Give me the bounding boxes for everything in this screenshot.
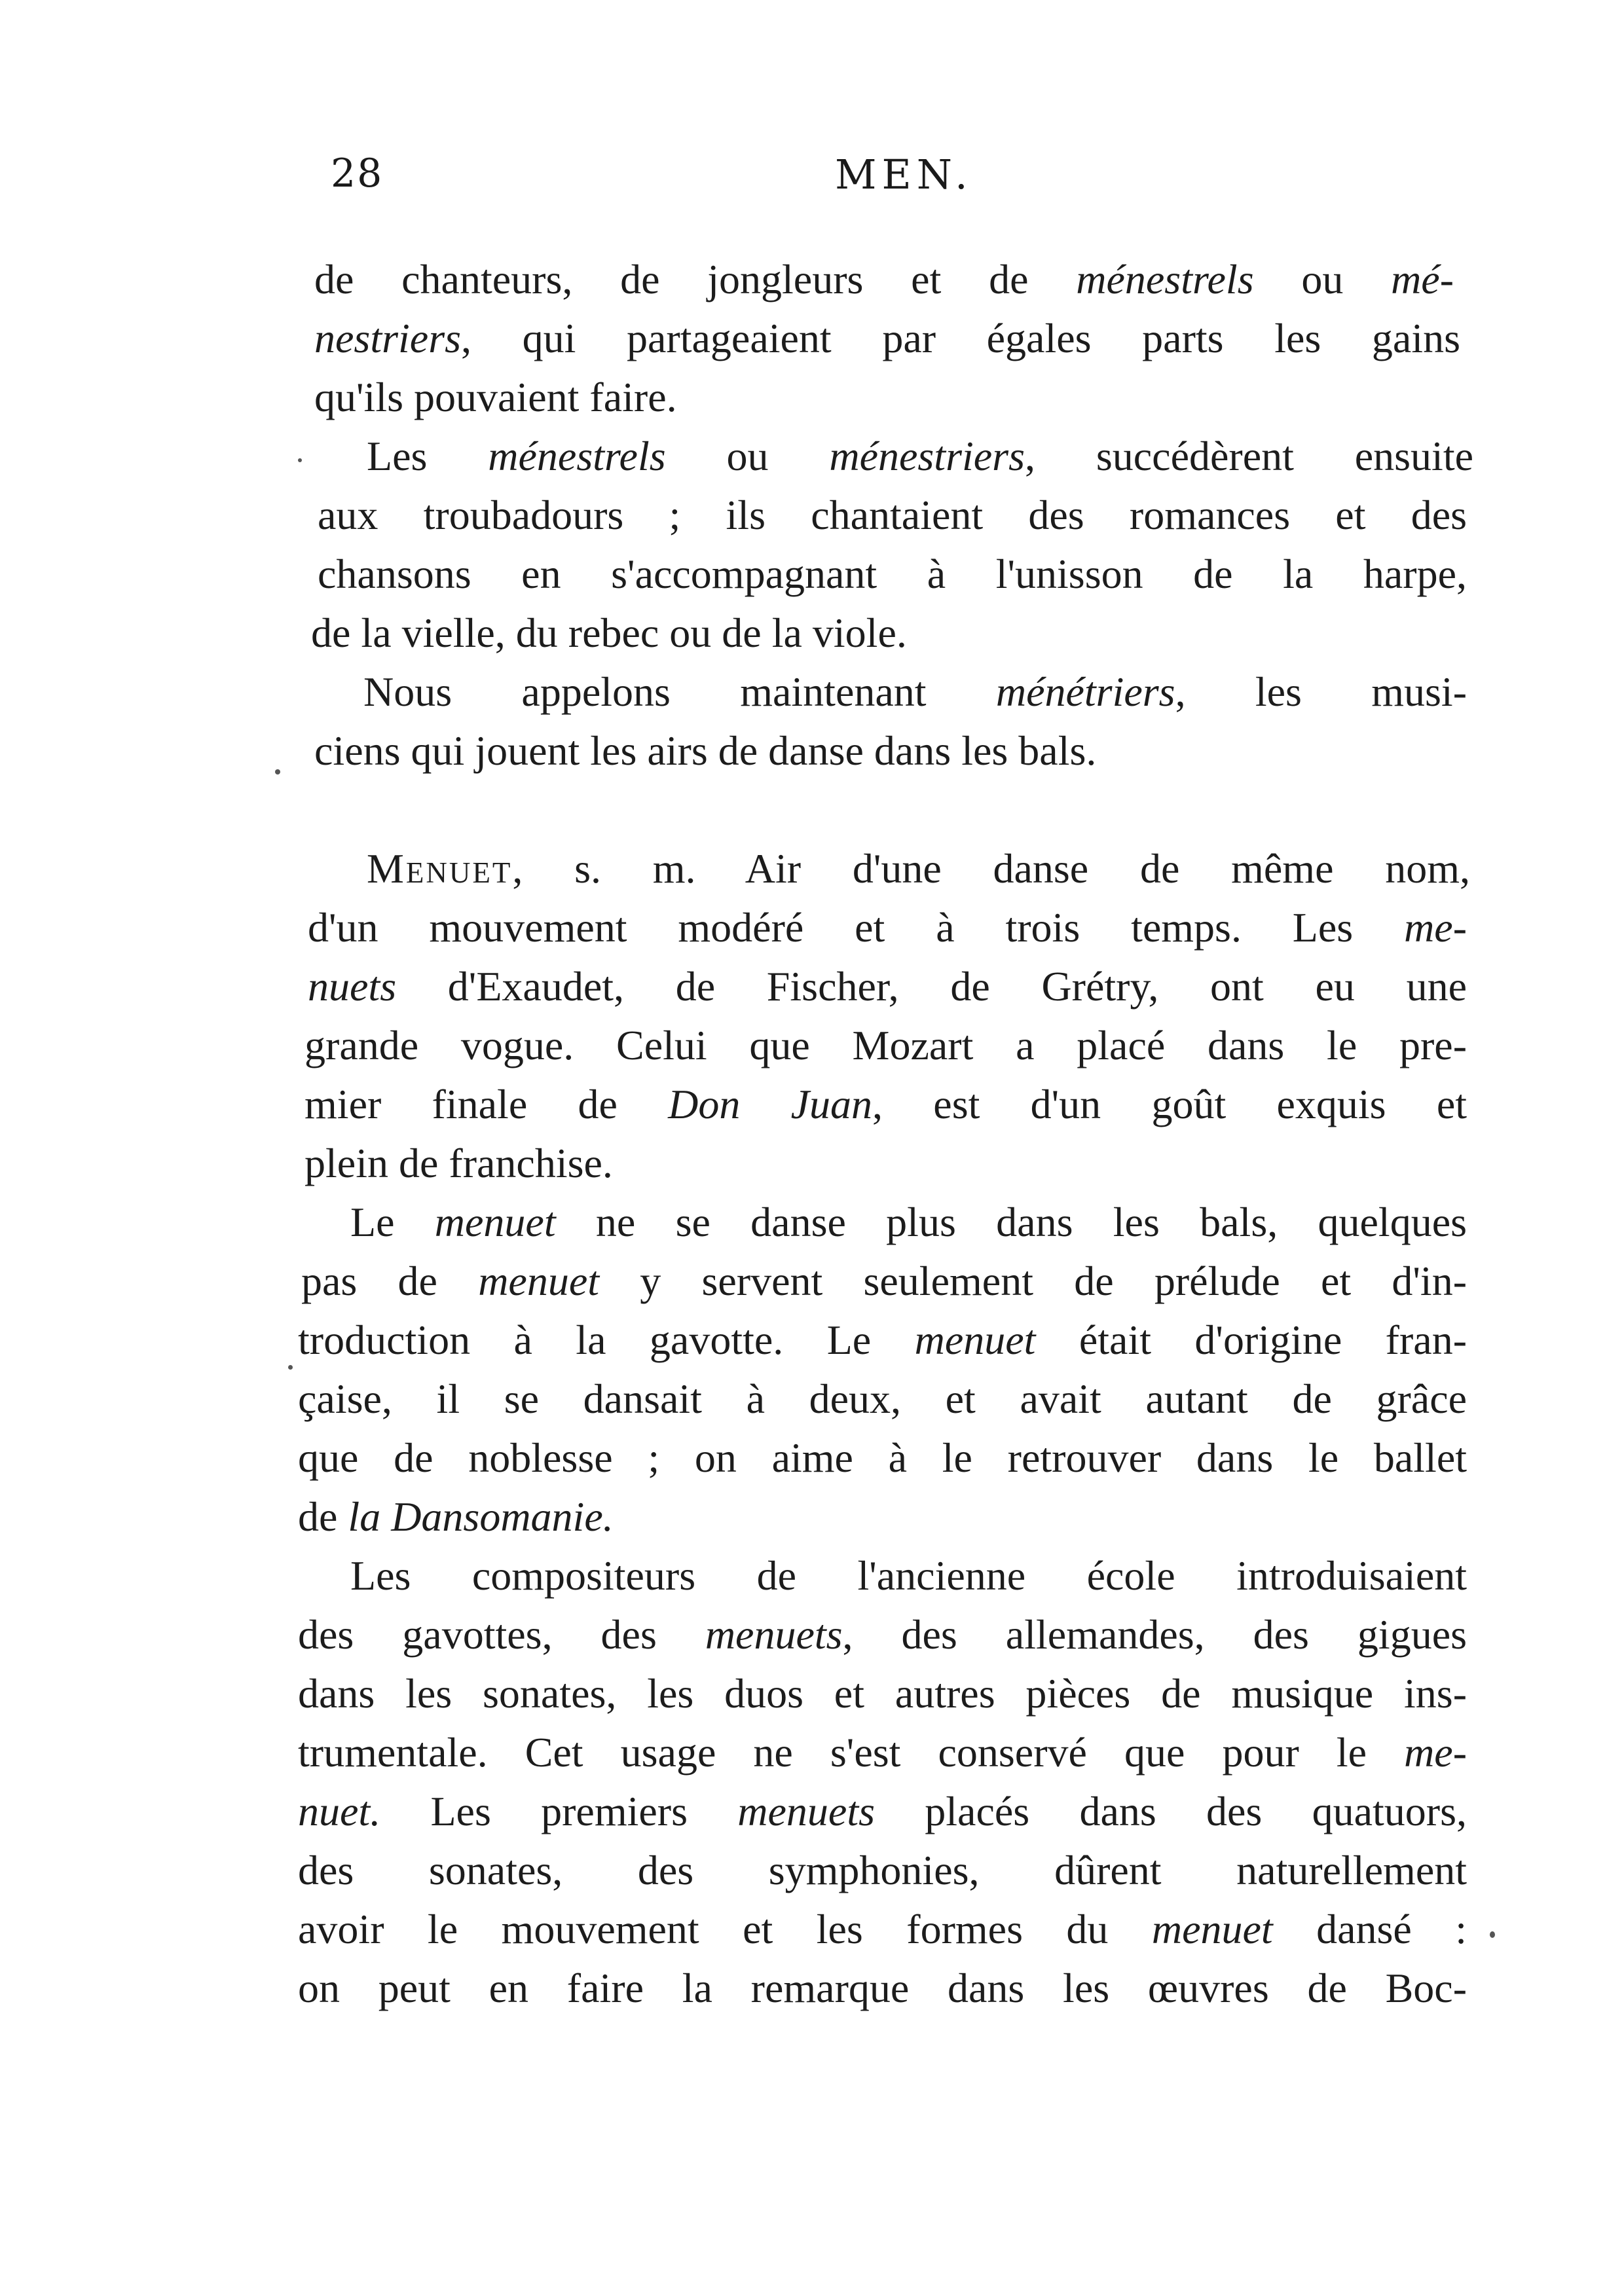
text-line [298,1729,1467,1776]
text-run: çaise, il se dansait à deux, et avait autant de grâce [298,1376,1467,1422]
text-line [301,1260,1467,1302]
text-run: , est d'un goût exquis et [872,1081,1467,1127]
text-run: ciens qui jouent les airs de danse dans les bals. [314,727,1097,774]
italic-term: menuets [737,1788,876,1834]
text-run: qu'ils pouvaient faire. [314,374,677,420]
text-run: mier finale de [304,1081,669,1127]
text-run: , qui partageaient par égales parts les gains [461,315,1460,361]
text-line [314,315,1460,361]
text-run: aux troubadours ; ils chantaient des romances et des [318,492,1467,538]
italic-term: Don Juan [668,1081,873,1127]
text-run: y servent seulement de prélude et d'in- [599,1258,1467,1304]
text-line [350,1201,1467,1243]
text-run: de la vielle, du rebec ou de la viole. [311,610,907,656]
text-run: , s. m. Air d'une danse de même nom, [512,845,1470,892]
text-run: Le [350,1199,435,1245]
text-line [298,1434,1467,1481]
italic-term: menuet [478,1258,599,1304]
italic-term: nuet. [298,1788,381,1834]
text-line [298,1967,1467,2009]
text-run: , succédèrent ensuite [1024,433,1474,479]
entry-headword: Menuet [367,845,513,892]
text-line [367,435,1473,477]
text-run: que de noblesse ; on aime à le retrouver dans le ballet [298,1434,1467,1481]
text-run: trumentale. Cet usage ne s'est conservé que pour le [298,1729,1405,1776]
page-number: 28 [331,151,384,196]
running-head: MEN. [835,151,973,198]
text-run: chansons en s'accompagnant à l'unisson de la harpe, [318,551,1467,597]
text-line [298,1847,1467,1893]
text-run: Nous appelons maintenant [363,668,996,715]
text-run: ou [1253,256,1392,302]
text-line [298,1670,1467,1717]
text-line [318,494,1467,536]
text-run: grande vogue. Celui que Mozart a placé dans le pre- [304,1022,1467,1068]
text-line [308,963,1467,1010]
text-run: , les musi- [1175,668,1467,715]
text-run: placés dans des quatuors, [875,1788,1467,1834]
italic-term: la Dansomanie. [348,1493,614,1540]
italic-term: menuet [914,1317,1036,1363]
text-line [298,1319,1467,1361]
italic-term: ménétriers [995,668,1175,715]
text-run: troduction à la gavotte. Le [298,1317,915,1363]
text-line [314,256,1454,302]
text-run: Les compositeurs de l'ancienne école introduisaient [350,1552,1467,1599]
text-line [298,1788,1467,1834]
text-run: , des allemandes, des gigues [842,1611,1467,1658]
text-run: Les premiers [380,1788,738,1834]
italic-term: mé- [1391,256,1454,302]
text-run: on peut en faire la remarque dans les œuvres de Boc- [298,1965,1467,2011]
text-line [298,1493,614,1540]
text-line [314,727,1097,774]
italic-term: ménestrels [1076,256,1254,302]
print-speck [1490,1931,1495,1938]
italic-term: me- [1404,1729,1467,1776]
text-run: des gavottes, des [298,1611,705,1658]
text-line [314,376,677,418]
text-run: avoir le mouvement et les formes du [298,1906,1152,1952]
page-header [331,151,1473,210]
text-run: était d'origine fran- [1035,1317,1467,1363]
text-run: plein de franchise. [304,1140,613,1186]
text-line [367,845,1470,892]
text-run: de [298,1493,348,1540]
print-speck [298,458,302,462]
text-run: ne se danse plus dans les bals, quelques [555,1199,1467,1245]
print-speck [288,1365,293,1370]
italic-term: ménestriers [829,433,1025,479]
text-run: Les [367,433,489,479]
italic-term: menuet [1151,1906,1273,1952]
text-run: d'Exaudet, de Fischer, de Grétry, ont eu une [396,963,1467,1010]
text-line [298,1908,1467,1950]
italic-term: menuet [434,1199,556,1245]
text-line [298,1611,1467,1658]
text-line [363,668,1467,715]
text-run: des sonates, des symphonies, dûrent naturellement [298,1847,1467,1893]
text-run: dansé : [1272,1906,1467,1952]
italic-term: nuets [308,963,397,1010]
text-line [308,904,1467,951]
text-run: de chanteurs, de jongleurs et de [314,256,1077,302]
text-line [318,553,1467,595]
text-run: ou [665,433,830,479]
text-line [311,612,907,654]
text-line [304,1081,1467,1127]
print-speck [275,769,280,774]
text-run: pas de [301,1258,479,1304]
text-line [298,1378,1467,1420]
text-run: d'un mouvement modéré et à trois temps. Les [308,904,1405,951]
italic-term: ménestrels [488,433,666,479]
italic-term: nestriers [314,315,461,361]
italic-term: menuets [705,1611,843,1658]
text-line [304,1142,613,1184]
italic-term: me- [1404,904,1467,951]
text-line [350,1552,1467,1599]
text-line [304,1022,1467,1068]
text-run: dans les sonates, les duos et autres pièces de musique ins- [298,1670,1467,1717]
